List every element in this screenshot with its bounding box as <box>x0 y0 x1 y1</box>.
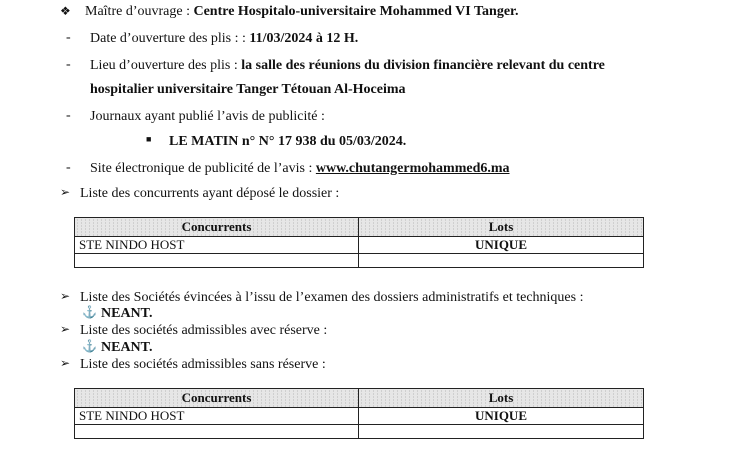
arrow-bullet-icon: ➢ <box>60 322 71 336</box>
arrow-bullet-icon: ➢ <box>60 356 71 370</box>
journaux-label: Journaux ayant publié l’avis de publicité : <box>90 109 325 124</box>
date-value: 11/03/2024 à 12 H. <box>249 31 359 46</box>
avec-reserve-value: NEANT. <box>101 340 153 355</box>
table-row-empty <box>75 425 644 439</box>
column-header-lots: Lots <box>359 218 644 237</box>
date-line <box>90 30 358 48</box>
table-row <box>75 237 644 254</box>
sans-reserve-label: Liste des sociétés admissibles sans réserve : <box>80 357 326 372</box>
dash-bullet-icon: - <box>66 30 71 45</box>
deposes-label: Liste des concurrents ayant déposé le dossier : <box>80 186 340 201</box>
column-header-concurrents: Concurrents <box>75 218 359 237</box>
site-label: Site électronique de publicité de l’avis : <box>90 161 313 176</box>
arrow-bullet-icon: ➢ <box>60 185 71 199</box>
evincees-value: NEANT. <box>101 306 153 321</box>
lieu-value-2: hospitalier universitaire Tanger Tétouan Al-Hoceima <box>90 82 406 97</box>
column-header-lots: Lots <box>359 389 644 408</box>
arrow-bullet-icon: ➢ <box>60 289 71 303</box>
maitre-ouvrage-value: Centre Hospitalo-universitaire Mohammed VI Tanger. <box>193 4 519 19</box>
column-header-concurrents: Concurrents <box>75 389 359 408</box>
avec-reserve-label: Liste des sociétés admissibles avec réserve : <box>80 323 328 338</box>
cell-lot: UNIQUE <box>359 408 644 425</box>
cell-lot: UNIQUE <box>359 237 644 254</box>
anchor-bullet-icon: ⚓ <box>82 305 97 319</box>
table-row <box>75 408 644 425</box>
anchor-bullet-icon: ⚓ <box>82 339 97 353</box>
lieu-line <box>90 57 605 75</box>
table-header-row <box>75 389 644 408</box>
cell-concurrent: STE NINDO HOST <box>75 408 359 425</box>
lieu-value-1: la salle des réunions du division financière relevant du centre <box>241 58 605 73</box>
site-line <box>90 160 510 178</box>
square-bullet-icon: ■ <box>146 134 152 144</box>
cell-concurrent: STE NINDO HOST <box>75 237 359 254</box>
lieu-label: Lieu d’ouverture des plis : <box>90 58 238 73</box>
table-concurrents-deposes <box>74 217 644 268</box>
date-label: Date d’ouverture des plis : : <box>90 31 246 46</box>
table-admissibles-sans-reserve <box>74 388 644 439</box>
dash-bullet-icon: - <box>66 108 71 123</box>
dash-bullet-icon: - <box>66 160 71 175</box>
evincees-label: Liste des Sociétés évincées à l’issu de l’examen des dossiers administratifs et techniques : <box>80 290 584 305</box>
table-row-empty <box>75 254 644 268</box>
diamond-bullet-icon: ❖ <box>60 4 71 18</box>
maitre-ouvrage-line <box>85 3 518 21</box>
journal-item: LE MATIN n° N° 17 938 du 05/03/2024. <box>169 134 407 149</box>
table-header-row <box>75 218 644 237</box>
site-link[interactable]: www.chutangermohammed6.ma <box>315 161 510 176</box>
dash-bullet-icon: - <box>66 57 71 72</box>
maitre-ouvrage-label: Maître d’ouvrage : <box>85 4 190 19</box>
